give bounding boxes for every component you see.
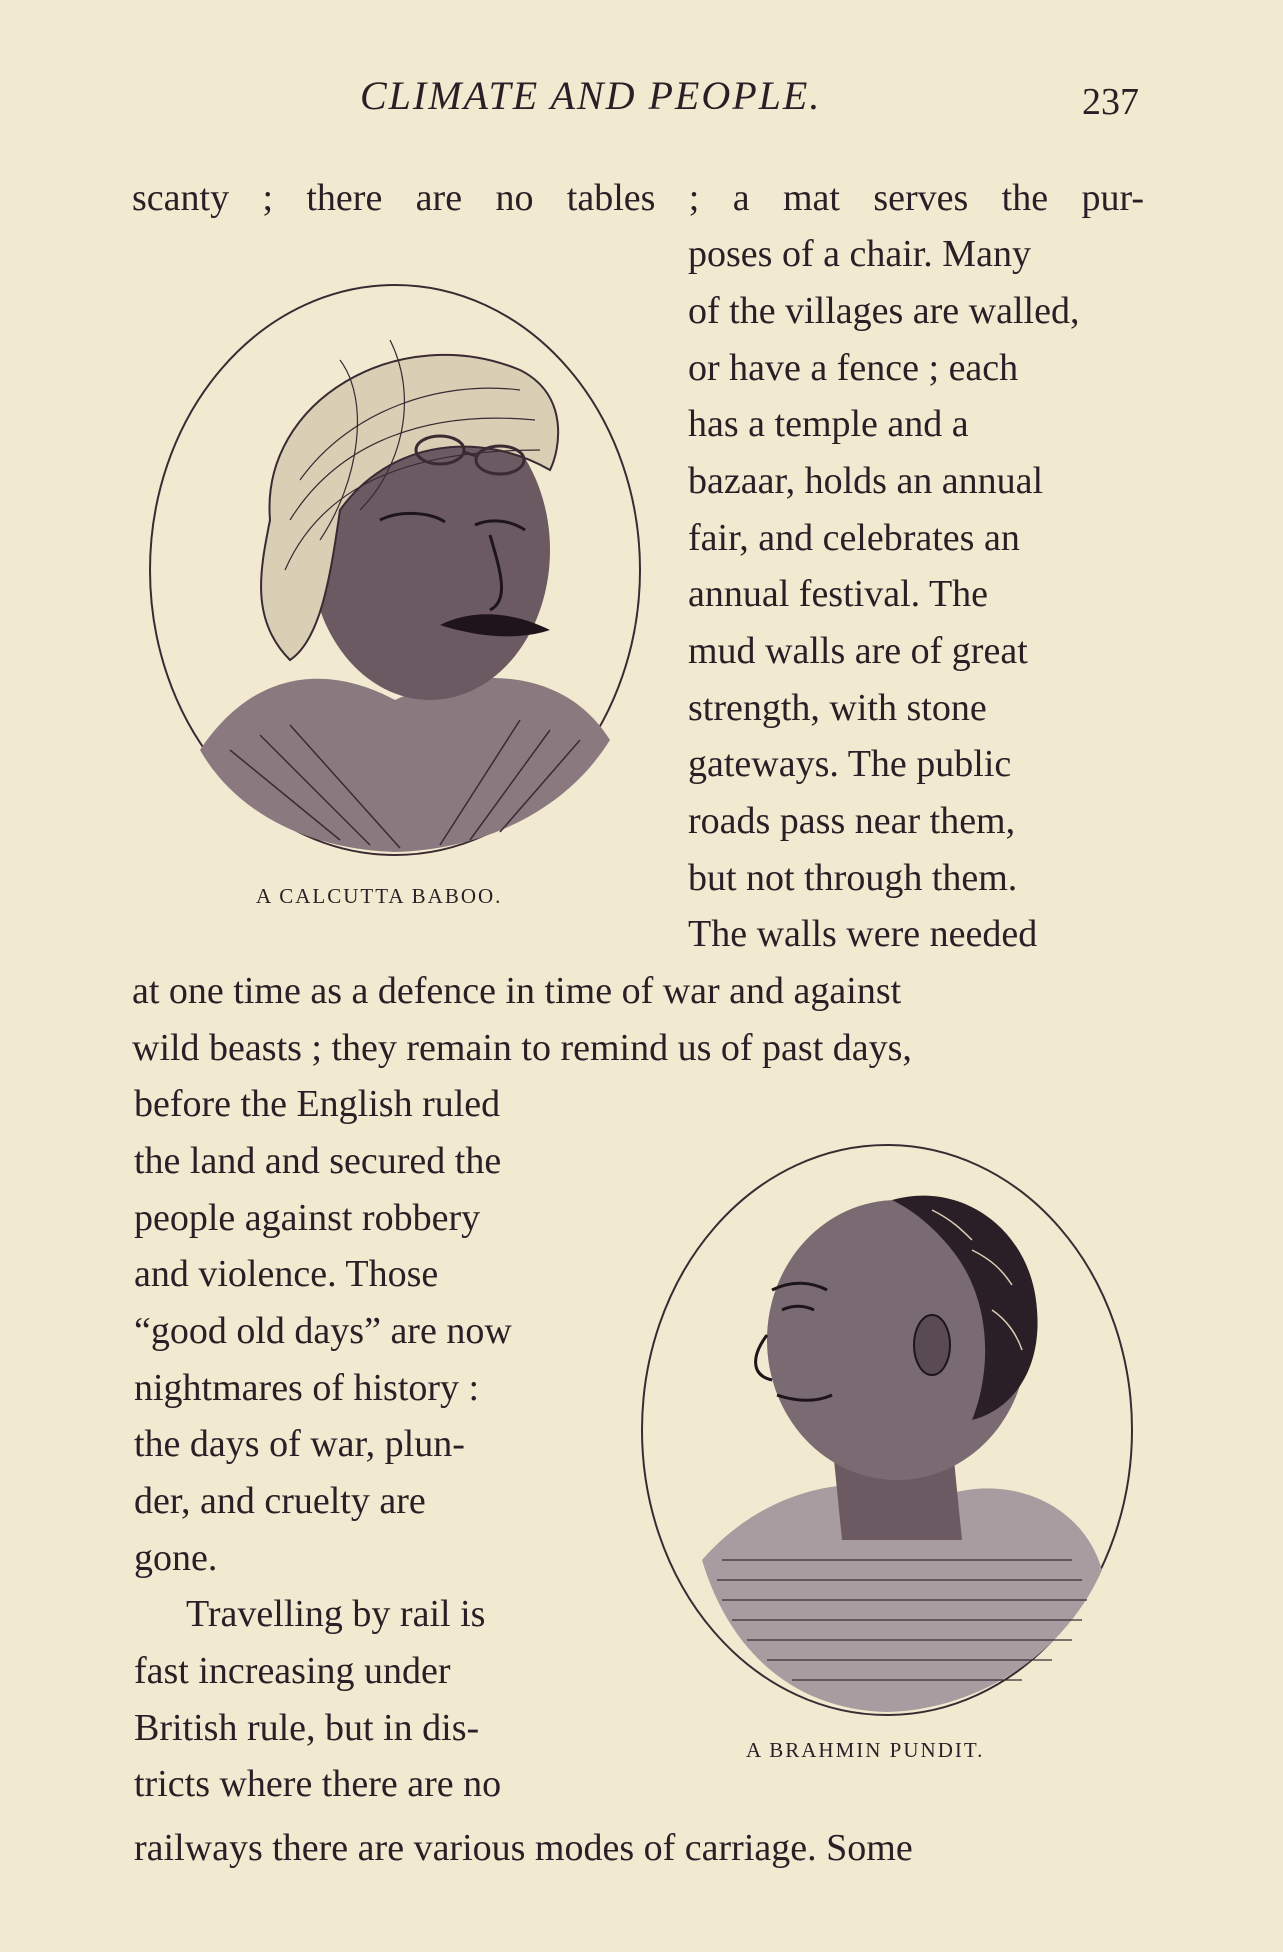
text-line: poses of a chair. Many [688,233,1031,275]
calcutta-baboo-portrait [140,280,650,860]
text-line: the days of war, plun- [134,1423,465,1465]
text-line: der, and cruelty are [134,1480,426,1522]
text-line: annual festival. The [688,573,989,615]
figure-caption: A CALCUTTA BABOO. [256,884,503,908]
text-line: but not through them. [688,857,1018,899]
text-line: of the villages are walled, [688,290,1080,332]
text-line: Travelling by rail is [186,1593,486,1635]
text-line: mud walls are of great [688,630,1028,672]
text-line: tricts where there are no [134,1763,502,1805]
text-line: people against robbery [134,1197,481,1239]
text-line: bazaar, holds an annual [688,460,1044,502]
figure-caption: A BRAHMIN PUNDIT. [746,1738,985,1762]
text-line: scanty ; there are no tables ; a mat serves the pur- [132,177,1144,219]
page-number: 237 [1082,81,1139,123]
text-line: nightmares of history : [134,1367,480,1409]
text-line: “good old days” are now [134,1310,512,1352]
text-line: has a temple and a [688,403,969,445]
running-title: CLIMATE AND PEOPLE. [360,73,822,118]
text-line: gateways. The public [688,743,1012,785]
text-line: and violence. Those [134,1253,439,1295]
text-line: or have a fence ; each [688,347,1019,389]
text-line: at one time as a defence in time of war and against [132,970,902,1012]
text-line: strength, with stone [688,687,987,729]
text-line: British rule, but in dis- [134,1707,480,1749]
text-line: gone. [134,1537,218,1579]
brahmin-pundit-portrait [632,1140,1142,1720]
text-line: wild beasts ; they remain to remind us of past days, [132,1027,912,1069]
text-line: before the English ruled [134,1083,501,1125]
text-line: roads pass near them, [688,800,1016,842]
text-line: fair, and celebrates an [688,517,1020,559]
text-line: the land and secured the [134,1140,502,1182]
text-line: The walls were needed [688,913,1038,955]
text-line: fast increasing under [134,1650,451,1692]
text-line: railways there are various modes of carriage. Some [134,1827,913,1869]
